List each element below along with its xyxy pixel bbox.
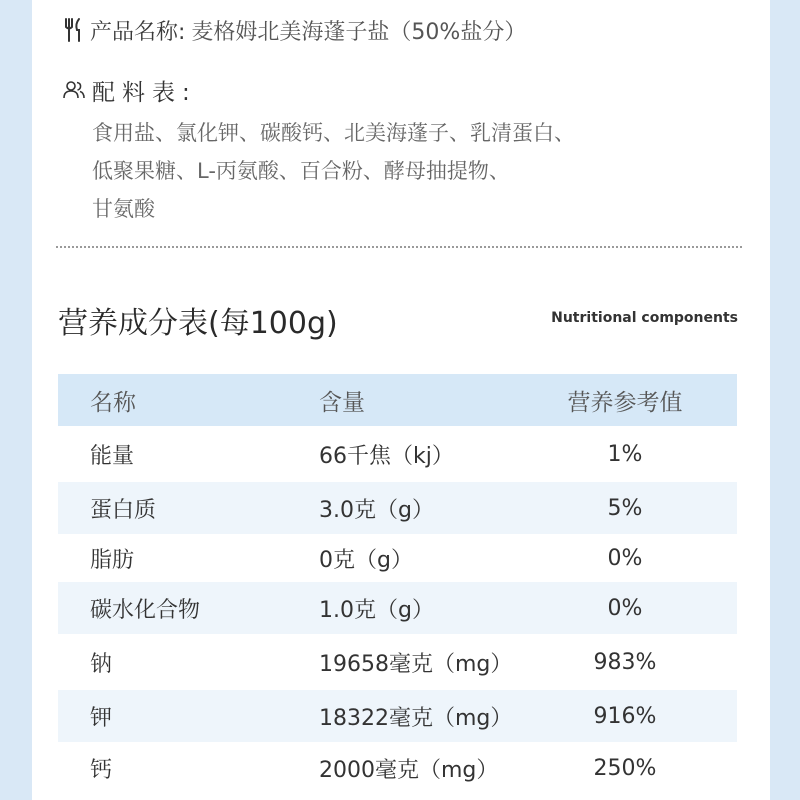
product-name-value: 麦格姆北美海蓬子盐（50%盐分）: [191, 19, 527, 45]
nutrient-nrv: 250%: [593, 755, 657, 781]
ingredients-line: 食用盐、氯化钾、碳酸钙、北美海蓬子、乳清蛋白、: [92, 121, 575, 145]
nutrient-name: 钾: [90, 705, 113, 731]
nutrition-title: 营养成分表(每100g): [58, 306, 338, 341]
table-row: [58, 634, 737, 690]
people-icon: [62, 78, 86, 102]
table-row: [58, 426, 737, 482]
nutrient-amount: 19658毫克（mg）: [319, 651, 513, 677]
left-side-band: [0, 0, 32, 800]
ingredients-heading: [62, 70, 197, 110]
nutrient-name: 脂肪: [90, 547, 135, 573]
table-row: [58, 742, 737, 794]
column-header-nrv: 营养参考值: [567, 389, 683, 416]
product-name-row: [62, 12, 526, 48]
nutrient-name: 碳水化合物: [90, 597, 201, 623]
nutrient-name: 蛋白质: [90, 497, 157, 523]
nutrient-nrv: 0%: [607, 545, 643, 571]
nutrient-nrv: 5%: [607, 495, 643, 521]
nutrient-nrv: 0%: [607, 595, 643, 621]
product-name-label: 产品名称:: [90, 19, 186, 45]
ingredients-label: 配料表:: [92, 79, 197, 106]
nutrient-amount: 1.0克（g）: [319, 597, 434, 623]
nutrient-nrv: 1%: [607, 441, 643, 467]
nutrient-name: 钠: [90, 651, 113, 677]
nutrient-nrv: 916%: [593, 703, 657, 729]
nutrient-name: 能量: [90, 443, 135, 469]
table-row: [58, 534, 737, 582]
nutrient-name: 钙: [90, 757, 113, 783]
table-row: [58, 582, 737, 634]
dotted-divider: [56, 246, 742, 248]
column-header-name: 名称: [90, 389, 136, 416]
nutrient-amount: 0克（g）: [319, 547, 413, 573]
nutrient-amount: 18322毫克（mg）: [319, 705, 513, 731]
utensils-icon: [62, 17, 84, 43]
nutrient-amount: 2000毫克（mg）: [319, 757, 499, 783]
nutrient-amount: 3.0克（g）: [319, 497, 434, 523]
right-side-band: [770, 0, 800, 800]
nutrition-table: [58, 374, 737, 794]
table-row: [58, 482, 737, 534]
nutrient-nrv: 983%: [593, 649, 657, 675]
ingredients-line: 甘氨酸: [92, 197, 155, 221]
column-header-amount: 含量: [319, 389, 365, 416]
table-header-row: [58, 374, 737, 426]
ingredients-line: 低聚果糖、L-丙氨酸、百合粉、酵母抽提物、: [92, 159, 510, 183]
nutrient-amount: 66千焦（kj）: [319, 443, 454, 469]
table-row: [58, 690, 737, 742]
nutrition-title-en: Nutritional components: [551, 310, 738, 326]
